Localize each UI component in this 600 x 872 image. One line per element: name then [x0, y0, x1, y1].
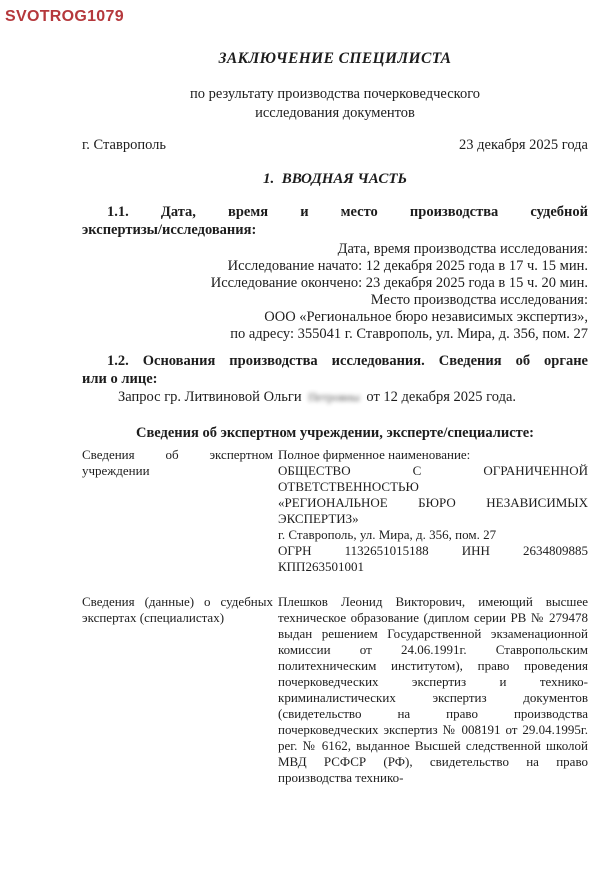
- institution-row-label: [82, 447, 273, 479]
- document-subtitle-line-1: по результату производства почерковедческого: [189, 86, 481, 102]
- section-1-heading: 1. ВВОДНАЯ ЧАСТЬ: [262, 171, 408, 187]
- paragraph-1-1-heading-line-1: 1.1. Дата, время и место производства судебной: [107, 204, 588, 220]
- paragraph-1-2-heading: [82, 352, 588, 388]
- org-registration-line-1: ОГРН 1132651015188 ИНН 2634809885: [278, 543, 588, 558]
- document-subtitle: [82, 85, 588, 123]
- paragraph-1-2-heading-line-2: или о лице:: [82, 371, 158, 387]
- redacted-patronymic: Петровны: [308, 390, 360, 404]
- experts-row-value: [278, 594, 588, 786]
- institution-row-label-line-1: Сведения об экспертном: [82, 447, 273, 462]
- research-org-line: ООО «Региональное бюро независимых экспертиз»,: [264, 309, 588, 325]
- org-address: г. Ставрополь, ул. Мира, д. 356, пом. 27: [278, 527, 497, 542]
- document-title: ЗАКЛЮЧЕНИЕ СПЕЦИЛИСТА: [218, 50, 452, 67]
- request-suffix: от 12 декабря 2025 года.: [366, 389, 517, 405]
- paragraph-1-1-heading-line-2: экспертизы/исследования:: [82, 222, 257, 238]
- city-label: г. Ставрополь: [82, 137, 167, 153]
- org-registration-line-2: КПП263501001: [278, 559, 364, 574]
- date-label: 23 декабря 2025 года: [459, 137, 588, 153]
- experts-info-table: [82, 447, 588, 786]
- experts-section-heading: Сведения об экспертном учреждении, эксперте/специалисте:: [135, 425, 535, 441]
- document-content: [82, 0, 588, 786]
- paragraph-1-1-heading: [82, 203, 588, 239]
- research-place-caption: Место производства исследования:: [370, 292, 588, 308]
- org-name-line-1: ОБЩЕСТВО С ОГРАНИЧЕННОЙ: [278, 463, 588, 478]
- expert-bio-paragraph: Плешков Леонид Викторович, имеющий высшее техническое образование (диплом серии РВ № 279478 выдан решением Государственной экзаменационной комиссии от 24.06.1991г. Ставропольским политехническим институтом), право проведения почерковедческих экспертиз и технико-криминалистических экспертиз документов (свидетельство на право производства почерковедческих экспертиз № 008191 от 29.04.1995г. рег. № 6162, выданное Высшей следственной школой МВД РСФСР (РФ), свидетельство на право производства технико-: [278, 594, 588, 785]
- city-date-row: [82, 136, 588, 154]
- institution-row-label-line-2: учреждении: [82, 463, 150, 478]
- experts-row-label: [82, 594, 273, 626]
- table-row-experts: [82, 594, 588, 786]
- watermark-code: SVOTROG1079: [5, 8, 124, 25]
- org-name-line-2: ОТВЕТСТВЕННОСТЬЮ: [278, 479, 419, 494]
- org-name-line-4: ЭКСПЕРТИЗ»: [278, 511, 359, 526]
- research-address-line: по адресу: 355041 г. Ставрополь, ул. Мира, д. 356, пом. 27: [230, 326, 588, 342]
- org-fullname-caption: Полное фирменное наименование:: [278, 447, 471, 462]
- research-date-caption: Дата, время производства исследования:: [337, 241, 588, 257]
- research-datetime-block: [82, 241, 588, 343]
- institution-row-value: [278, 447, 588, 575]
- org-name-line-3: «РЕГИОНАЛЬНОЕ БЮРО НЕЗАВИСИМЫХ: [278, 495, 588, 510]
- request-prefix: Запрос гр. Литвиновой Ольги: [118, 389, 302, 405]
- table-row-institution: [82, 447, 588, 575]
- paragraph-1-2: [82, 352, 588, 406]
- research-end-line: Исследование окончено: 23 декабря 2025 года в 15 ч. 20 мин.: [210, 275, 588, 291]
- research-start-line: Исследование начато: 12 декабря 2025 года в 17 ч. 15 мин.: [227, 258, 588, 274]
- document-subtitle-line-2: исследования документов: [255, 105, 415, 121]
- request-line: [82, 388, 588, 406]
- paragraph-1-2-heading-line-1: 1.2. Основания производства исследования. Сведения об органе: [107, 353, 588, 369]
- experts-row-label-line-2: экспертах (специалистах): [82, 610, 225, 625]
- experts-row-label-line-1: Сведения (данные) о судебных: [82, 594, 273, 609]
